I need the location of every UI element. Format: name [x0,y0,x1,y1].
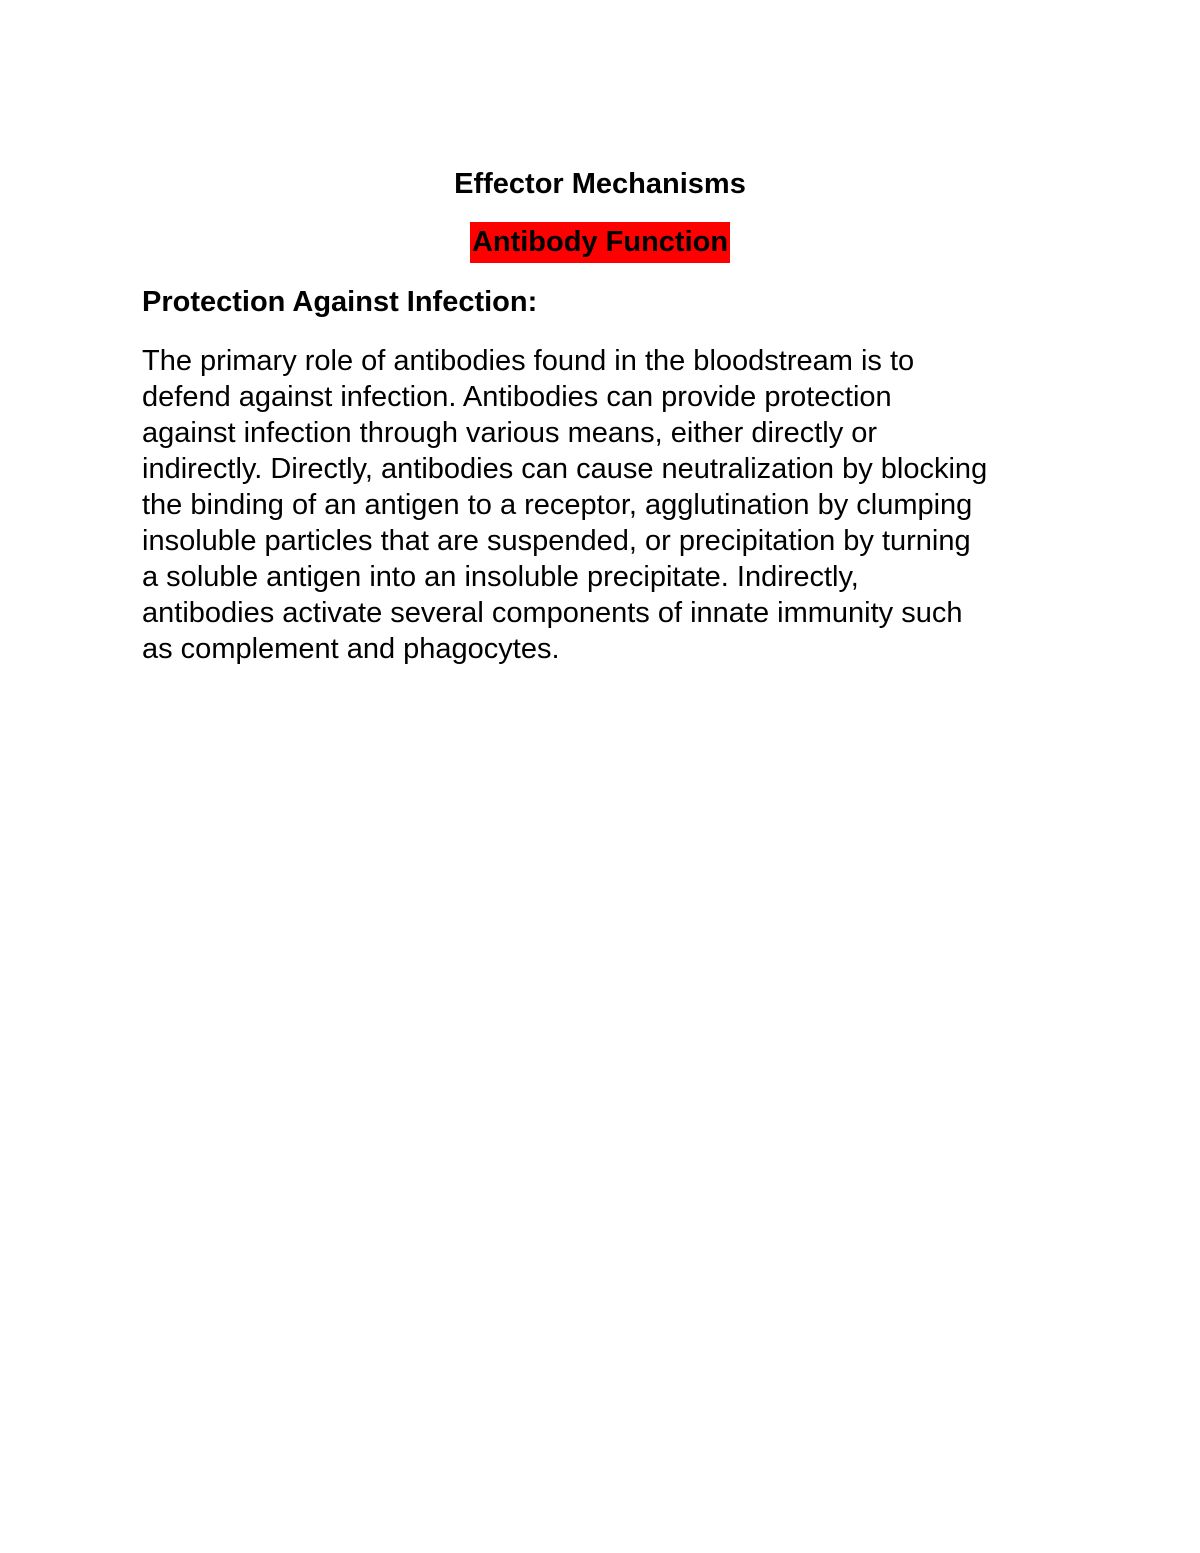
paragraph-line: antibodies activate several components of innate immunity such [142,597,963,629]
paragraph-line: defend against infection. Antibodies can provide protection [142,381,892,413]
paragraph-line: a soluble antigen into an insoluble precipitate. Indirectly, [142,561,859,593]
paragraph-line: The primary role of antibodies found in the bloodstream is to [142,345,915,377]
section-title-wrapper [0,222,1200,263]
paragraph-line: the binding of an antigen to a receptor, agglutination by clumping [142,489,973,521]
paragraph-line: against infection through various means, either directly or [142,417,878,449]
paragraph-line: indirectly. Directly, antibodies can cause neutralization by blocking [142,453,988,485]
subheading: Protection Against Infection: [142,286,538,318]
paragraph-line: as complement and phagocytes. [142,633,560,665]
document-title: Effector Mechanisms [454,168,746,200]
section-title-highlighted: Antibody Function [470,222,730,263]
body-paragraph [142,343,1072,667]
paragraph-line: insoluble particles that are suspended, or precipitation by turning [142,525,971,557]
